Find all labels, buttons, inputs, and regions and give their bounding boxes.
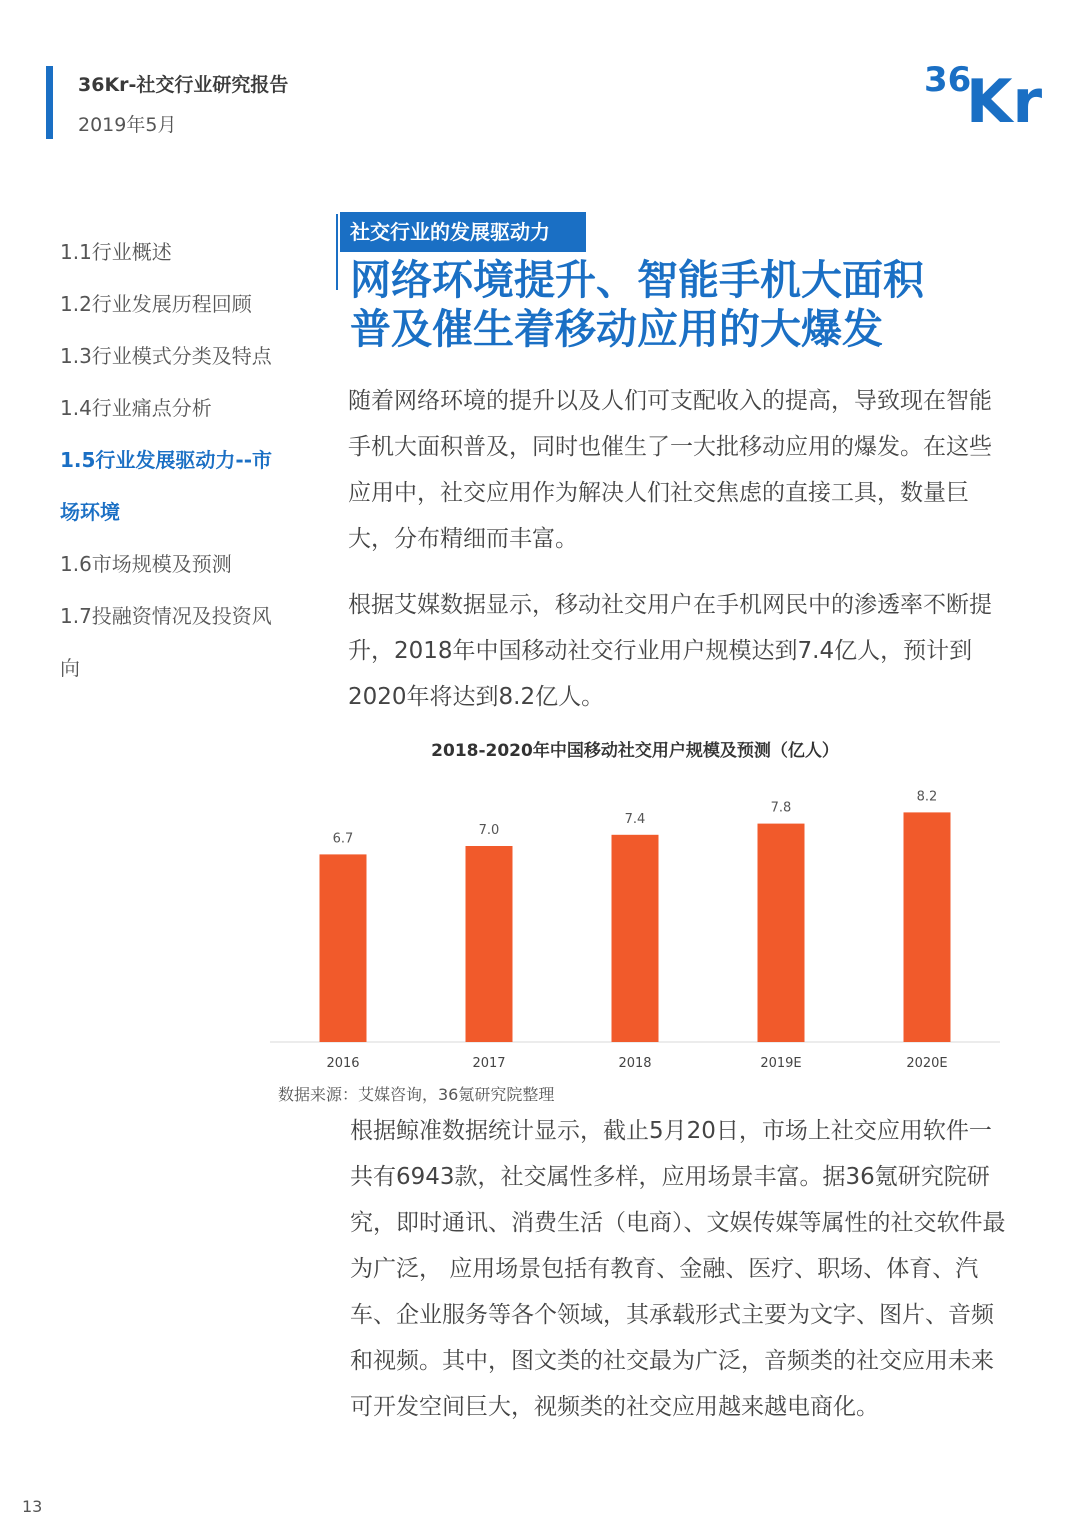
bar-2020E <box>904 812 951 1042</box>
toc-item[interactable]: 1.3行业模式分类及特点 <box>60 344 272 368</box>
toc-item[interactable]: 1.2行业发展历程回顾 <box>60 292 252 316</box>
headline-line-2: 普及催生着移动应用的大爆发 <box>350 305 883 353</box>
chart-title: 2018-2020年中国移动社交用户规模及预测（亿人） <box>431 741 839 761</box>
bar-2016 <box>320 854 367 1042</box>
x-tick-label: 2019E <box>760 1056 802 1071</box>
section-divider <box>336 214 338 290</box>
bar-value-label: 7.4 <box>624 811 646 827</box>
header-accent-bar <box>46 66 53 139</box>
bar-2018 <box>612 835 659 1042</box>
data-source: 数据来源：艾媒咨询，36氪研究院整理 <box>278 1085 555 1104</box>
x-tick-label: 2016 <box>326 1056 360 1071</box>
toc-item[interactable]: 1.1行业概述 <box>60 240 172 264</box>
toc-item[interactable]: 场环境 <box>60 500 120 524</box>
report-date: 2019年5月 <box>78 114 177 136</box>
x-tick-label: 2017 <box>472 1056 506 1071</box>
x-tick-label: 2018 <box>618 1056 652 1071</box>
bar-value-label: 6.7 <box>332 831 354 847</box>
report-title: 36Kr-社交行业研究报告 <box>78 74 289 96</box>
paragraph-intro: 随着网络环境的提升以及人们可支配收入的提高，导致现在智能手机大面积普及，同时也催生了一大批移动应用的爆发。在这些应用中，社交应用作为解决人们社交焦虑的直接工具，数量巨大，分布精细而丰富。 <box>348 388 992 552</box>
toc-item[interactable]: 1.5行业发展驱动力--市 <box>60 448 273 472</box>
page-number: 13 <box>22 1497 43 1516</box>
bar-chart <box>270 770 1000 1080</box>
36kr-logo <box>922 58 1044 128</box>
bar-2017 <box>466 846 513 1042</box>
logo-36-text: 36 <box>924 60 972 100</box>
toc-item[interactable]: 向 <box>60 656 80 680</box>
x-tick-label: 2020E <box>906 1056 948 1071</box>
table-of-contents <box>60 226 300 694</box>
toc-item[interactable]: 1.6市场规模及预测 <box>60 552 232 576</box>
paragraph-user-scale: 根据艾媒数据显示，移动社交用户在手机网民中的渗透率不断提升，2018年中国移动社交行业用户规模达到7.4亿人，预计到2020年将达到8.2亿人。 <box>348 592 992 710</box>
headline-line-1: 网络环境提升、智能手机大面积 <box>350 256 924 304</box>
logo-kr-text: Kr <box>966 67 1043 128</box>
section-tag: 社交行业的发展驱动力 <box>340 212 586 252</box>
bar-value-label: 7.0 <box>478 823 500 838</box>
toc-item[interactable]: 1.7投融资情况及投资风 <box>60 604 272 628</box>
bar-value-label: 7.8 <box>770 800 792 816</box>
bar-2019E <box>758 824 805 1042</box>
toc-item[interactable]: 1.4行业痛点分析 <box>60 396 212 420</box>
section-headline <box>350 256 1040 354</box>
bar-value-label: 8.2 <box>916 789 938 805</box>
paragraph-app-market: 根据鲸准数据统计显示，截止5月20日，市场上社交应用软件一共有6943款，社交属性多样，应用场景丰富。据36氪研究院研究，即时通讯、消费生活（电商）、文娱传媒等属性的社交软件最为广泛， 应用场景包括有教育、金融、医疗、职场、体育、汽车、企业服务等各个领域，其承载形式主要为文字、图片、音频和视频。其中，图文类的社交最为广泛，音频类的社交应用未来可开发空间巨大，视频类的社交应用越来越电商化。 <box>350 1118 1006 1420</box>
